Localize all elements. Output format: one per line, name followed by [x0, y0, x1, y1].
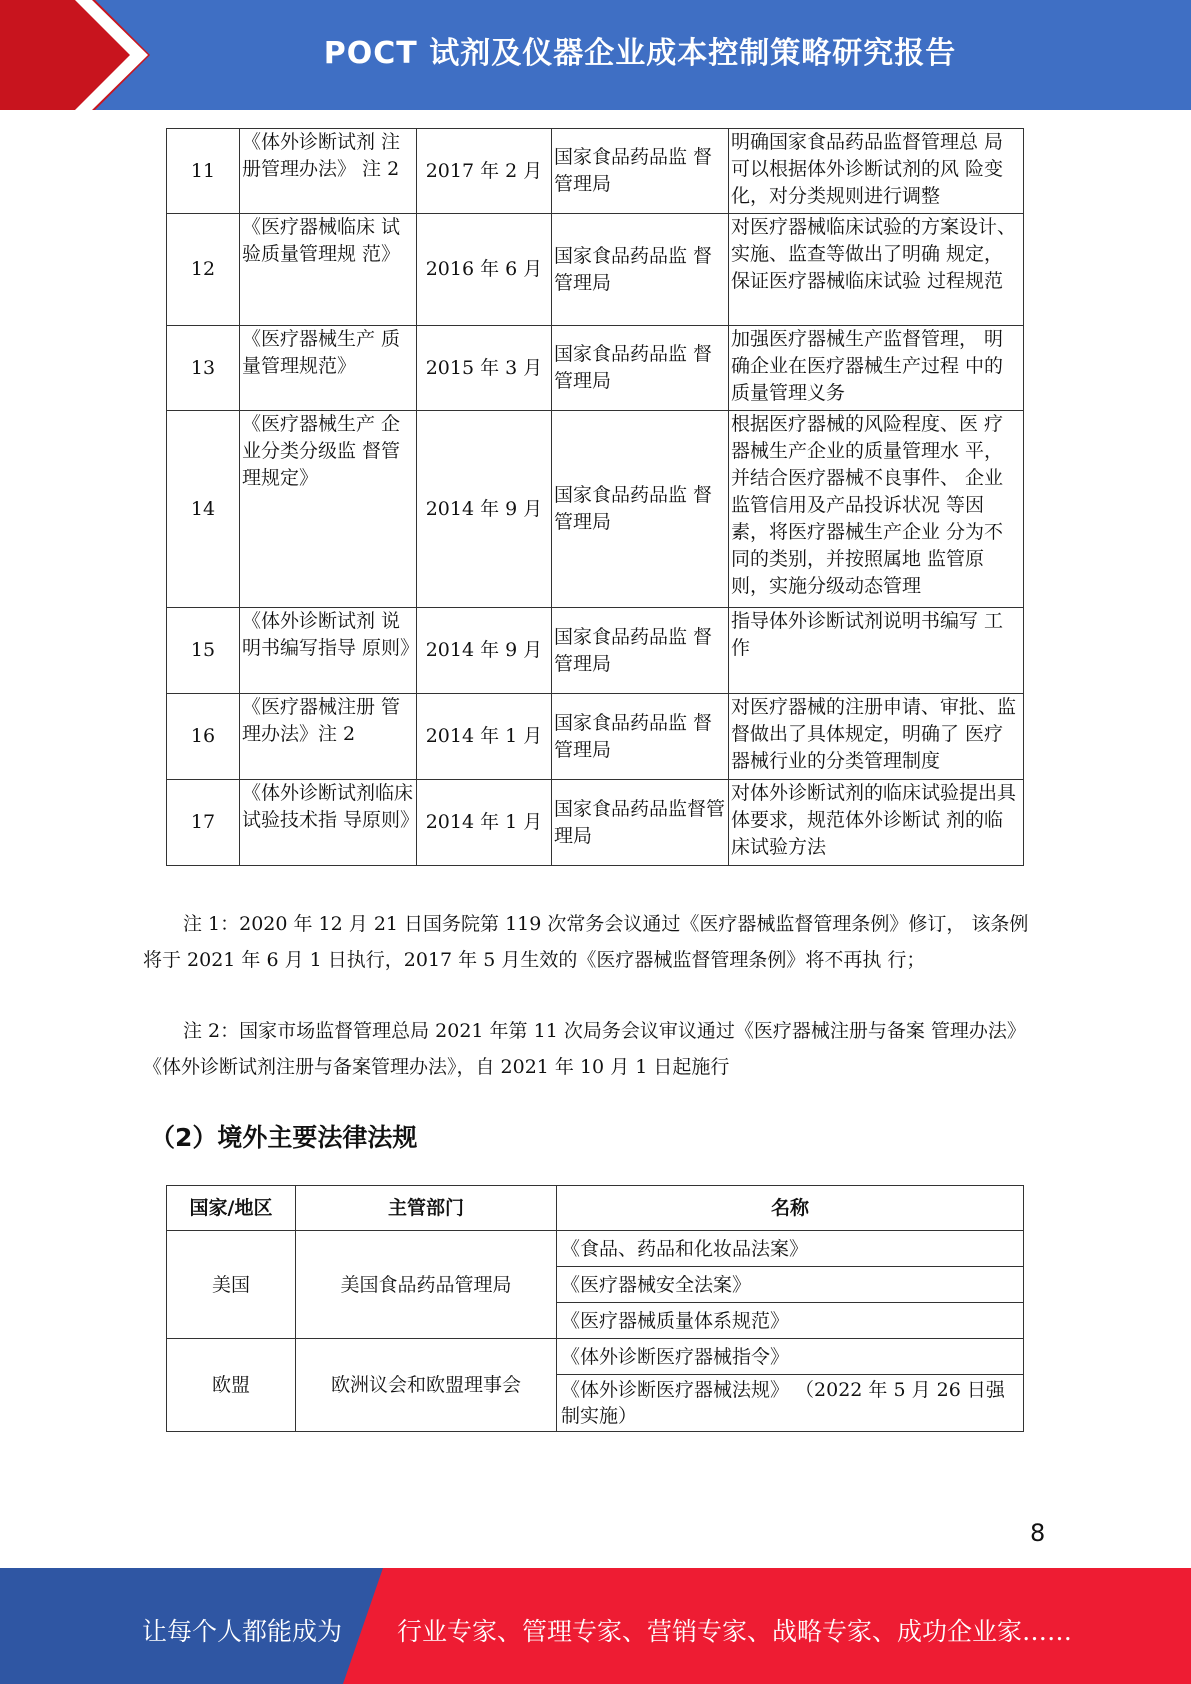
regulation-name: 《体外诊断试剂 说明书编写指导 原则》 [240, 608, 417, 694]
regulation-description: 对体外诊断试剂的临床试验提出具体要求，规范体外诊断试 剂的临床试验方法 [729, 780, 1024, 866]
footer-slogan-right: 行业专家、管理专家、营销专家、战略专家、成功企业家…… [397, 1617, 1073, 1646]
section-heading: （2）境外主要法律法规 [150, 1123, 418, 1152]
row-number: 16 [167, 694, 240, 780]
issuing-department: 国家食品药品监 督管理局 [552, 129, 729, 214]
row-number: 12 [167, 214, 240, 326]
domestic-regulations-table [166, 128, 1024, 866]
regulation-description: 对医疗器械的注册申请、审批、监督做出了具体规定，明确了 医疗器械行业的分类管理制度 [729, 694, 1024, 780]
row-number: 14 [167, 411, 240, 608]
table-row [167, 694, 1024, 780]
issuing-department: 国家食品药品监 督管理局 [552, 411, 729, 608]
department-cell: 欧洲议会和欧盟理事会 [296, 1339, 557, 1432]
table-row [167, 326, 1024, 411]
table-row [167, 411, 1024, 608]
table-row [167, 608, 1024, 694]
row-number: 15 [167, 608, 240, 694]
issue-date: 2014 年 9 月 [417, 411, 552, 608]
issuing-department: 国家食品药品监 督管理局 [552, 326, 729, 411]
table-row [167, 214, 1024, 326]
region-cell: 美国 [167, 1231, 296, 1339]
page-header [0, 0, 1191, 110]
department-cell: 美国食品药品管理局 [296, 1231, 557, 1339]
region-cell: 欧盟 [167, 1339, 296, 1432]
report-title: POCT 试剂及仪器企业成本控制策略研究报告 [323, 36, 957, 71]
page-number: 8 [1030, 1519, 1046, 1547]
note-2: 注 2：国家市场监督管理总局 2021 年第 11 次局务会议审议通过《医疗器械注册与备案 管理办法》《体外诊断试剂注册与备案管理办法》，自 2021 年 10 月 1 日起施行 [143, 1020, 1026, 1078]
regulation-name-cell: 《食品、药品和化妆品法案》 [557, 1231, 1024, 1267]
issuing-department: 国家食品药品监督管理局 [552, 780, 729, 866]
issue-date: 2017 年 2 月 [417, 129, 552, 214]
note-1: 注 1：2020 年 12 月 21 日国务院第 119 次常务会议通过《医疗器械监督管理条例》修订， 该条例将于 2021 年 6 月 1 日执行，2017 年 5 月生效的《医疗器械监督管理条例》将不再执 行； [143, 913, 1029, 971]
regulation-name: 《医疗器械临床 试验质量管理规 范》 [240, 214, 417, 326]
footer-slogan-left: 让每个人都能成为 [142, 1617, 343, 1646]
table-header-row [167, 1186, 1024, 1231]
issuing-department: 国家食品药品监 督管理局 [552, 214, 729, 326]
regulation-name: 《体外诊断试剂临床试验技术指 导原则》 [240, 780, 417, 866]
page-footer [0, 1568, 1191, 1684]
regulation-description: 明确国家食品药品监督管理总 局可以根据体外诊断试剂的风 险变化，对分类规则进行调整 [729, 129, 1024, 214]
regulation-description: 加强医疗器械生产监督管理， 明确企业在医疗器械生产过程 中的质量管理义务 [729, 326, 1024, 411]
regulation-description: 对医疗器械临床试验的方案设计、实施、监查等做出了明确 规定，保证医疗器械临床试验 过程规范 [729, 214, 1024, 326]
issue-date: 2014 年 1 月 [417, 694, 552, 780]
issuing-department: 国家食品药品监 督管理局 [552, 694, 729, 780]
issue-date: 2014 年 1 月 [417, 780, 552, 866]
column-header-region: 国家/地区 [167, 1186, 296, 1231]
regulation-name: 《体外诊断试剂 注册管理办法》 注 2 [240, 129, 417, 214]
regulation-name-cell: 《体外诊断医疗器械指令》 [557, 1339, 1024, 1375]
regulation-name: 《医疗器械注册 管理办法》注 2 [240, 694, 417, 780]
regulation-name-cell: 《医疗器械安全法案》 [557, 1267, 1024, 1303]
table-row [167, 780, 1024, 866]
column-header-department: 主管部门 [296, 1186, 557, 1231]
regulation-name: 《医疗器械生产 企业分类分级监 督管理规定》 [240, 411, 417, 608]
regulation-description: 根据医疗器械的风险程度、医 疗器械生产企业的质量管理水 平，并结合医疗器械不良事件、 企业监管信用及产品投诉状况 等因素，将医疗器械生产企业 分为不同的类别，并按照属地 监管原则，实施分级动态管理 [729, 411, 1024, 608]
issue-date: 2015 年 3 月 [417, 326, 552, 411]
table-row [167, 1231, 1024, 1267]
issuing-department: 国家食品药品监 督管理局 [552, 608, 729, 694]
row-number: 13 [167, 326, 240, 411]
regulation-name: 《医疗器械生产 质量管理规范》 [240, 326, 417, 411]
row-number: 11 [167, 129, 240, 214]
table-row [167, 1339, 1024, 1375]
column-header-name: 名称 [557, 1186, 1024, 1231]
issue-date: 2016 年 6 月 [417, 214, 552, 326]
row-number: 17 [167, 780, 240, 866]
regulation-name-cell: 《医疗器械质量体系规范》 [557, 1303, 1024, 1339]
regulation-description: 指导体外诊断试剂说明书编写 工作 [729, 608, 1024, 694]
table-row [167, 129, 1024, 214]
issue-date: 2014 年 9 月 [417, 608, 552, 694]
regulation-name-cell: 《体外诊断医疗器械法规》 （2022 年 5 月 26 日强制实施） [557, 1375, 1024, 1432]
foreign-regulations-table [166, 1185, 1024, 1432]
